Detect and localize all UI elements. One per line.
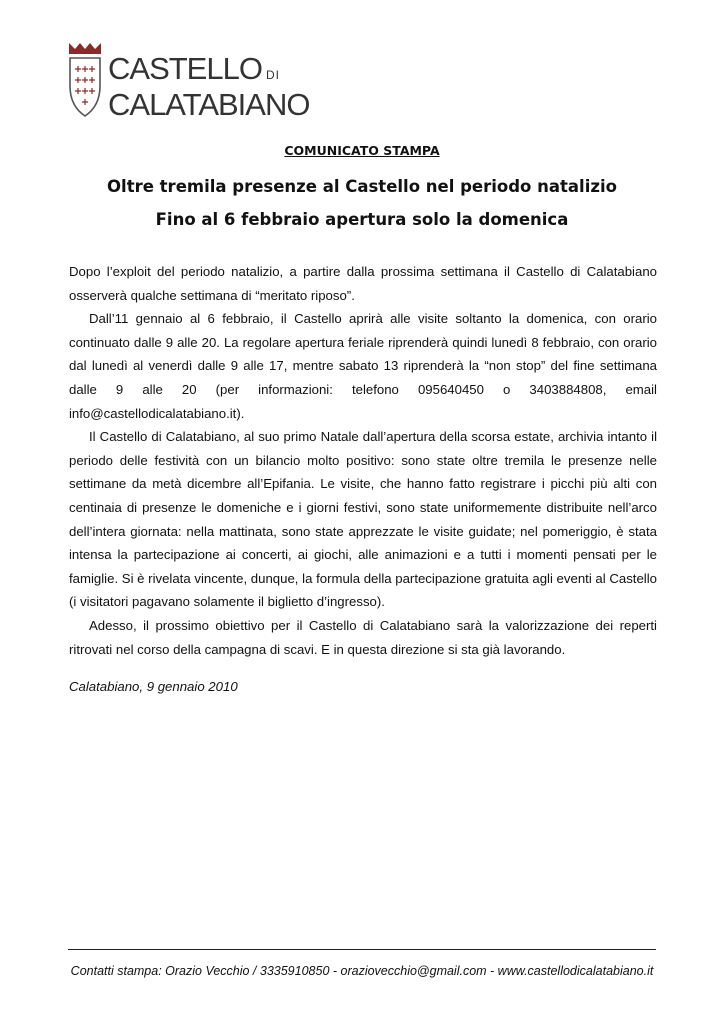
article-body [69,260,657,661]
headline-primary: Oltre tremila presenze al Castello nel periodo natalizio [107,177,617,196]
headline-secondary: Fino al 6 febbraio apertura solo la domenica [155,210,569,229]
logo-wordmark-castello: CASTELLO [108,51,262,86]
paragraph-christmas-results: Il Castello di Calatabiano, al suo primo Natale dall’apertura della scorsa estate, archivia intanto il periodo delle festività con un bilancio molto positivo: sono state oltre tremila le presenze nelle settimane da metà dicembre all’Epifania. Le visite, che hanno fatto registrare i picchi più alti con centinaia di presenze le domeniche e i giorni festivi, sono state uniformemente distribuite nell’arco dell’intera giornata: nella mattinata, sono state apprezzate le visite guidate; nel pomeriggio, è stata intensa la partecipazione ai concerti, ai giochi, alle animazioni e a tutti i momenti pensati per le famiglie. Si è rivelata vincente, dunque, la formula della partecipazione gratuita agli eventi al Castello (i visitatori pagavano solamente il biglietto d’ingresso). [69,429,657,610]
footer-divider [68,949,656,950]
logo-wordmark-calatabiano: CALATABIANO [108,87,310,122]
castello-logo [66,40,316,120]
press-release-label: COMUNICATO STAMPA [284,143,440,158]
paragraph-opening-hours: Dall’11 gennaio al 6 febbraio, il Castello aprirà alle visite soltanto la domenica, con orario continuato dalle 9 alle 20. La regolare apertura feriale riprenderà quindi lunedì 8 febbraio, con orario dal lunedì al venerdì dalle 9 alle 17, mentre sabato 13 riprenderà la “non stop” del fine settimana dalle 9 alle 20 (per informazioni: telefono 095640450 o 3403884808, email info@castellodicalatabiano.it). [69,311,657,421]
press-contacts-footer: Contatti stampa: Orazio Vecchio / 3335910850 - oraziovecchio@gmail.com - www.castellodicalatabiano.it [70,964,654,978]
castle-crest-icon [66,40,104,120]
dateline: Calatabiano, 9 gennaio 2010 [69,679,238,694]
paragraph-intro: Dopo l’exploit del periodo natalizio, a partire dalla prossima settimana il Castello di Calatabiano osserverà qualche settimana di “meritato riposo”. [69,264,657,303]
paragraph-next-goal: Adesso, il prossimo obiettivo per il Castello di Calatabiano sarà la valorizzazione dei reperti ritrovati nel corso della campagna di scavi. E in questa direzione si sta già lavorando. [69,617,657,657]
logo-wordmark-di: DI [265,68,280,82]
